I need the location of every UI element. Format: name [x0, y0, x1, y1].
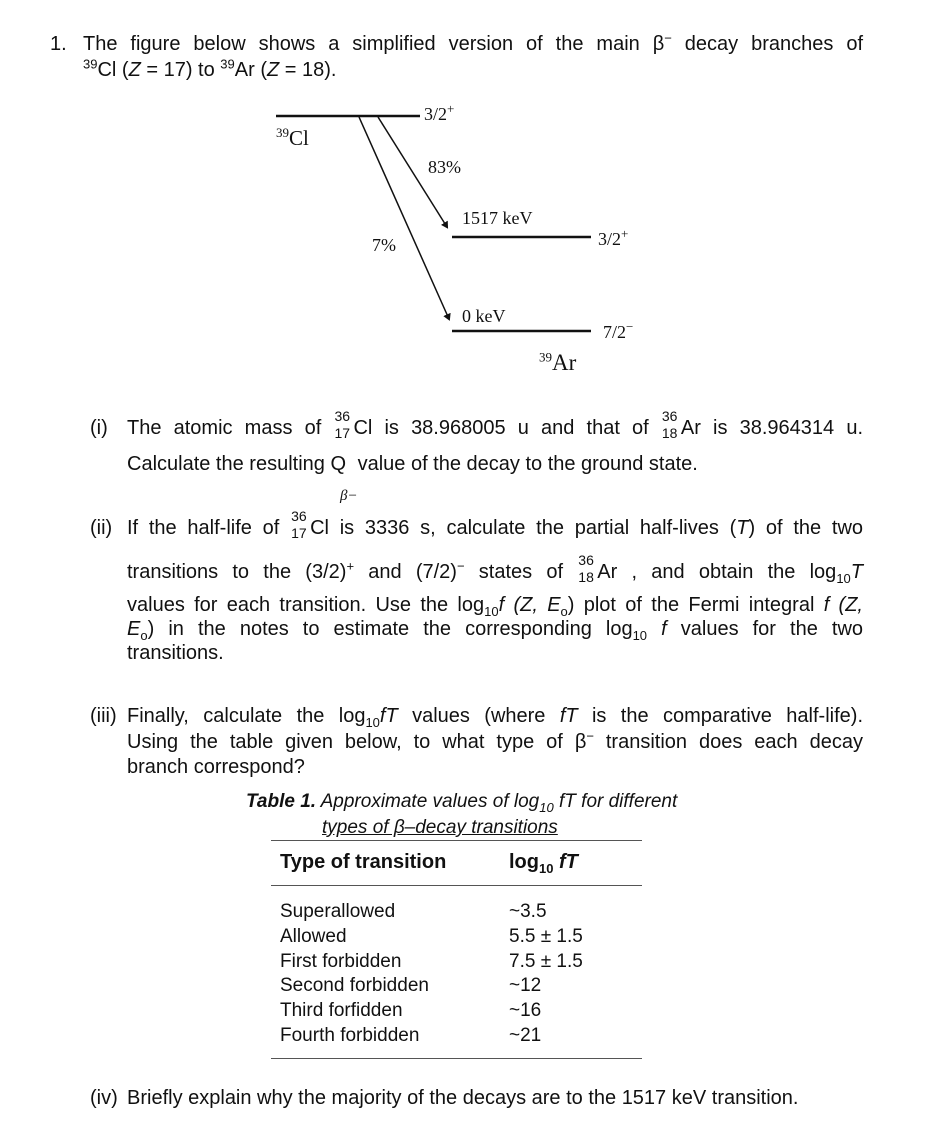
pii-t10: in the notes to estimate the corresponding log [168, 618, 633, 640]
pii-t1: If the half-life of [127, 517, 291, 539]
table-row-value: ~3.5 [509, 901, 547, 922]
table-row-value: 7.5 ± 1.5 [509, 951, 583, 972]
parent-mass: 39 [276, 125, 289, 140]
level1-parity: + [621, 226, 629, 241]
pii-sub10-a: 10 [836, 571, 851, 586]
pii-T2: T [850, 561, 863, 583]
table-header-rule [271, 885, 642, 886]
branch-arrow-ground [359, 117, 449, 319]
cl36-nuclide [333, 408, 352, 441]
table-row-type: Third forfidden [280, 1000, 403, 1021]
intro2-d: = 18). [279, 59, 337, 81]
intro2-z1: Z [128, 59, 141, 81]
part-i-label: (i) [90, 417, 108, 439]
piii-sub10: 10 [365, 715, 380, 730]
cl36-a-2: 36 [291, 508, 307, 524]
intro2-a: Cl ( [97, 59, 129, 81]
table-row-value: 5.5 ± 1.5 [509, 926, 583, 947]
level-1517-spin [598, 226, 629, 250]
part-iv-text: Briefly explain why the majority of the decays are to the 1517 keV transition. [127, 1087, 799, 1109]
branch-83-label: 83% [428, 157, 461, 177]
table-caption-a: Approximate values of log [316, 791, 540, 812]
pi-t4: Calculate the resulting Q [127, 453, 347, 475]
table-bottom-rule [271, 1058, 642, 1059]
table-caption-b: fT for different [553, 791, 678, 812]
daughter-mass: 39 [539, 349, 552, 365]
pii-t8: values for each transition. Use the log [127, 594, 485, 616]
intro-text-a: The figure below shows a simplified version of the main β [83, 33, 665, 55]
table-row-type: Allowed [280, 926, 347, 947]
table-caption-line2: types of β–decay transitions [322, 817, 558, 838]
intro-text-b: decay branches of [671, 33, 864, 55]
cl36-z: 17 [334, 425, 351, 441]
piii-fT: fT [379, 705, 398, 727]
piii-t2: values (where [397, 705, 560, 727]
piii-t5: transition does each decay [593, 731, 863, 753]
table-caption-sub: 10 [539, 799, 554, 815]
intro-beta-sup: − [664, 30, 672, 46]
header-fT: fT [553, 851, 578, 873]
part-ii-label: (ii) [90, 517, 113, 539]
pii-t3: ) of the two [748, 517, 864, 539]
table-caption-line1 [246, 789, 677, 815]
pii-fz: f (Z, E [498, 594, 561, 616]
pii-e0: E [127, 618, 141, 640]
intro2-b: = 17) to [140, 59, 221, 81]
cl36-nuclide-2 [290, 508, 309, 541]
q-beta-sub: β− [340, 488, 358, 504]
pii-e0-end: ) [147, 618, 155, 640]
pi-t2: Cl is 38.968005 u and that of [353, 417, 661, 439]
intro2-z2: Z [266, 59, 280, 81]
parent-spin: 3/2 [424, 104, 448, 124]
piii-fT2: fT [559, 705, 578, 727]
table-header-type: Type of transition [280, 851, 447, 873]
part-iii-line1 [127, 704, 863, 728]
part-ii-line4 [127, 617, 863, 641]
daughter-symbol: Ar [552, 350, 577, 375]
part-ii-line2 [127, 552, 863, 586]
parent-nucleus-label [276, 126, 309, 151]
piii-sup: − [586, 728, 594, 744]
table-row-type: Second forbidden [280, 975, 429, 996]
intro2-c: Ar ( [234, 59, 267, 81]
table-row-value: ~12 [509, 975, 542, 996]
ar36-z-2: 18 [578, 569, 594, 585]
parent-parity: + [447, 101, 455, 116]
part-iii-line3: branch correspond? [127, 756, 305, 778]
pii-t4: transitions to the (3/2) [127, 561, 347, 583]
part-iii-label: (iii) [90, 705, 117, 727]
level-0-spin [603, 319, 634, 343]
ar36-z: 18 [661, 425, 678, 441]
table-row-type: First forbidden [280, 951, 402, 972]
pii-t11: values for the two [666, 618, 864, 640]
ar-mass-number: 39 [220, 56, 235, 72]
ar36-nuclide-2 [577, 552, 596, 585]
table-row-type: Fourth forbidden [280, 1025, 420, 1046]
part-ii-line5: transitions. [127, 642, 224, 664]
table-row-type: Superallowed [280, 901, 396, 922]
pii-t9: plot of the Fermi integral [574, 594, 824, 616]
table-header-value [509, 851, 578, 874]
pii-e0-sub: o [140, 628, 148, 643]
level0-spin: 7/2 [603, 322, 627, 342]
pii-sup-plus: + [346, 558, 355, 574]
branch-7-label: 7% [372, 235, 396, 255]
parent-symbol: Cl [289, 126, 309, 150]
pii-sup-minus: − [456, 558, 465, 574]
part-i-line2 [127, 452, 698, 504]
part-i-line1 [127, 408, 863, 441]
pii-t7: Ar , and obtain the log [597, 561, 837, 583]
ar36-a-2: 36 [578, 552, 594, 568]
part-ii-line1 [127, 508, 864, 541]
table-caption-bold: Table 1. [246, 791, 317, 812]
decay-scheme-diagram [0, 0, 931, 400]
header-log: log [509, 851, 539, 873]
level0-parity: − [626, 319, 634, 334]
piii-t3: is the comparative half-life). [577, 705, 863, 727]
part-iv-label: (iv) [90, 1087, 118, 1109]
daughter-nucleus-label [539, 350, 576, 376]
pi-t5: value of the decay to the ground state. [352, 453, 698, 475]
pii-fz2: f (Z, [823, 594, 863, 616]
piii-t1: Finally, calculate the log [127, 705, 366, 727]
pii-fz-sub: o [560, 604, 568, 619]
cl-mass-number: 39 [83, 56, 98, 72]
pi-t3: Ar is 38.964314 u. [680, 417, 863, 439]
piii-t4: Using the table given below, to what type of β [127, 731, 587, 753]
table-top-rule [271, 840, 642, 841]
level-0-energy: 0 keV [462, 306, 506, 326]
pii-t2: Cl is 3336 s, calculate the partial half-lives ( [310, 517, 737, 539]
cl36-a: 36 [334, 408, 351, 424]
pii-t6: states of [464, 561, 578, 583]
question-number: 1. [50, 33, 67, 55]
pii-sub10-b: 10 [484, 604, 499, 619]
table-row-value: ~21 [509, 1025, 542, 1046]
pii-fz-end: ) [567, 594, 575, 616]
pii-sub10-c: 10 [632, 628, 648, 643]
table-row-value: ~16 [509, 1000, 542, 1021]
parent-spin-label [424, 101, 455, 125]
part-iii-line2 [127, 730, 863, 754]
cl36-z-2: 17 [291, 525, 307, 541]
pi-t1: The atomic mass of [127, 417, 334, 439]
ar36-a: 36 [661, 408, 678, 424]
pii-f: f [661, 618, 667, 640]
pii-t5: and (7/2) [354, 561, 457, 583]
ar36-nuclide [661, 408, 680, 441]
part-ii-line3 [127, 593, 863, 617]
pii-T: T [736, 517, 749, 539]
level-1517-energy: 1517 keV [462, 208, 533, 228]
level1-spin: 3/2 [598, 229, 622, 249]
header-log-sub: 10 [539, 861, 554, 876]
